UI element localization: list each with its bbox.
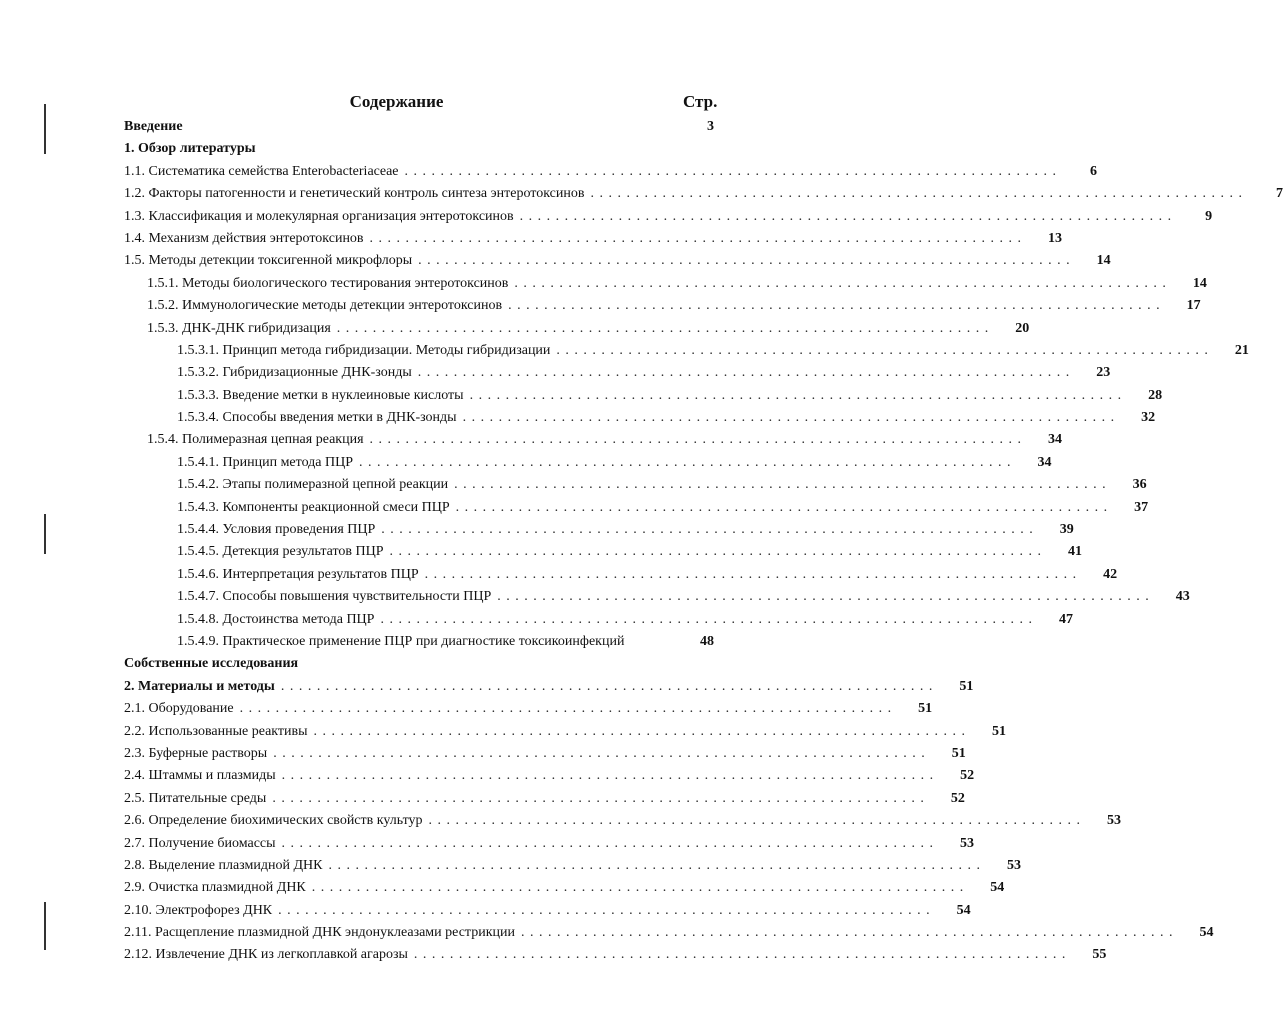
- toc-entry-title: 2.5. Питательные среды: [124, 790, 267, 806]
- toc-entry: [124, 497, 1149, 519]
- toc-entry: [124, 362, 1111, 384]
- toc-leader-dots: . . . . . . . . . . . . . . . . . . . . . . . . . . . . . . . . . . . . . . . . . . . . . . . . . . . . . . . . . . . . . . . . . . . . . . . . .: [380, 611, 1033, 627]
- toc-entry: [124, 183, 1283, 205]
- toc-page-number: 42: [1103, 566, 1118, 582]
- toc-leader-dots: . . . . . . . . . . . . . . . . . . . . . . . . . . . . . . . . . . . . . . . . . . . . . . . . . . . . . . . . . . . . . . . . . . . . . . . . .: [281, 835, 935, 851]
- toc-leader-dots: . . . . . . . . . . . . . . . . . . . . . . . . . . . . . . . . . . . . . . . . . . . . . . . . . . . . . . . . . . . . . . . . . . . . . . . . .: [389, 544, 1043, 560]
- toc-leader-dots: . . . . . . . . . . . . . . . . . . . . . . . . . . . . . . . . . . . . . . . . . . . . . . . . . . . . . . . . . . . . . . . . . . . . . . . . .: [381, 522, 1034, 538]
- toc-entry-title: 1.1. Систематика семейства Enterobacteriaceae: [124, 163, 399, 179]
- toc-leader-dots: . . . . . . . . . . . . . . . . . . . . . . . . . . . . . . . . . . . . . . . . . . . . . . . . . . . . . . . . . . . . . . . . . . . . . . . . .: [311, 880, 965, 896]
- toc-entry: [124, 273, 1207, 295]
- toc-entry: [124, 340, 1249, 362]
- toc-leader-dots: . . . . . . . . . . . . . . . . . . . . . . . . . . . . . . . . . . . . . . . . . . . . . . . . . . . . . . . . . . . . . . . . . . . . . . . . .: [590, 186, 1243, 202]
- toc-page-number: 6: [1090, 163, 1098, 179]
- toc-entry: [124, 676, 974, 698]
- toc-entry: [124, 922, 1214, 944]
- toc-page-number: 32: [1141, 410, 1156, 426]
- toc-page-number: 20: [1015, 320, 1030, 336]
- toc-entry-title: 2. Материалы и методы: [124, 678, 275, 694]
- toc-leader-dots: . . . . . . . . . . . . . . . . . . . . . . . . . . . . . . . . . . . . . . . . . . . . . . . . . . . . . . . . . . . . . . . . . . . . . . . . .: [428, 813, 1082, 829]
- toc-leader-dots: . . . . . . . . . . . . . . . . . . . . . . . . . . . . . . . . . . . . . . . . . . . . . . . . . . . . . . . . . . . . . . . . . . . . . . . . .: [497, 589, 1150, 605]
- toc-page-number: 41: [1068, 544, 1083, 560]
- toc-entry-title: 2.10. Электрофорез ДНК: [124, 902, 273, 918]
- toc-entry-title: 1.5.4.6. Интерпретация результатов ПЦР: [177, 566, 419, 582]
- toc-entry-title: 1.4. Механизм действия энтеротоксинов: [124, 230, 364, 246]
- toc-leader-dots: . . . . . . . . . . . . . . . . . . . . . . . . . . . . . . . . . . . . . . . . . . . . . . . . . . . . . . . . . . . . . . . . . . . . . . . . .: [369, 230, 1023, 246]
- toc-entry: [124, 855, 1021, 877]
- toc-entry-title: 2.8. Выделение плазмидной ДНК: [124, 857, 323, 873]
- toc-entry-title: 1.5.4.5. Детекция результатов ПЦР: [177, 544, 384, 560]
- toc-leader-dots: . . . . . . . . . . . . . . . . . . . . . . . . . . . . . . . . . . . . . . . . . . . . . . . . . . . . . . . . . . . . . . . . . . . . . . . . .: [281, 768, 935, 784]
- toc-entry: [124, 541, 1083, 563]
- toc-leader-dots: . . . . . . . . . . . . . . . . . . . . . . . . . . . . . . . . . . . . . . . . . . . . . . . . . . . . . . . . . . . . . . . . . . . . . . . . .: [424, 566, 1078, 582]
- toc-page-number: 48: [700, 633, 714, 649]
- toc-entry-title: 2.9. Очистка плазмидной ДНК: [124, 880, 306, 896]
- toc-entry-title: 2.12. Извлечение ДНК из легкоплавкой агарозы: [124, 947, 408, 963]
- toc-entry-title: 1. Обзор литературы: [124, 141, 256, 157]
- toc-page-number: 21: [1234, 342, 1249, 358]
- toc-entry-title: 1.5.3.3. Введение метки в нуклеиновые кислоты: [177, 387, 464, 403]
- toc-leader-dots: . . . . . . . . . . . . . . . . . . . . . . . . . . . . . . . . . . . . . . . . . . . . . . . . . . . . . . . . . . . . . . . . . . . . . . . . .: [313, 723, 967, 739]
- toc-entry-title: 1.5.4. Полимеразная цепная реакция: [147, 432, 364, 448]
- toc-page-number: 34: [1048, 432, 1063, 448]
- toc-entry: [124, 385, 1163, 407]
- toc-entry: [124, 743, 966, 765]
- toc-page-number: 13: [1048, 230, 1063, 246]
- toc-entry-title: 1.5.4.7. Способы повышения чувствительности ПЦР: [177, 589, 492, 605]
- toc-entry: [124, 116, 714, 138]
- toc-leader-dots: . . . . . . . . . . . . . . . . . . . . . . . . . . . . . . . . . . . . . . . . . . . . . . . . . . . . . . . . . . . . . . . . . . . . . . . . .: [328, 857, 981, 873]
- toc-entry: [124, 206, 1213, 228]
- page-title: Содержание: [349, 92, 444, 111]
- toc-entry: [124, 519, 1074, 541]
- toc-page-number: 55: [1092, 947, 1107, 963]
- toc-entry: [124, 429, 1063, 451]
- toc-page-number: 14: [1192, 275, 1207, 291]
- toc-page-number: 3: [707, 119, 714, 134]
- toc-page-number: 51: [918, 701, 933, 717]
- toc-entry: [124, 474, 1147, 496]
- toc-page-number: 9: [1205, 208, 1213, 224]
- toc-leader-dots: . . . . . . . . . . . . . . . . . . . . . . . . . . . . . . . . . . . . . . . . . . . . . . . . . . . . . . . . . . . . . . . . . . . . . . . . .: [369, 432, 1023, 448]
- toc-entry: [124, 564, 1118, 586]
- toc-page-number: 34: [1037, 454, 1052, 470]
- toc-entry-title: 2.11. Расщепление плазмидной ДНК эндонуклеазами рестрикции: [124, 925, 515, 941]
- page-column-label: Стр.: [683, 92, 718, 111]
- toc-entry: [124, 653, 714, 675]
- toc-page-number: 14: [1096, 253, 1111, 269]
- toc-entry: [124, 295, 1201, 317]
- toc-entry: [124, 698, 933, 720]
- toc-entry-title: 2.7. Получение биомассы: [124, 835, 276, 851]
- toc-page-number: 36: [1132, 477, 1147, 493]
- toc-entry: [124, 138, 714, 160]
- toc-entry: [124, 228, 1063, 250]
- toc-leader-dots: . . . . . . . . . . . . . . . . . . . . . . . . . . . . . . . . . . . . . . . . . . . . . . . . . . . . . . . . . . . . . . . . . . . . . . . . .: [519, 208, 1173, 224]
- toc-page-number: 54: [1199, 925, 1214, 941]
- toc-entry-title: 1.5.4.2. Этапы полимеразной цепной реакции: [177, 477, 449, 493]
- toc-page-number: 53: [1006, 857, 1021, 873]
- toc-leader-dots: . . . . . . . . . . . . . . . . . . . . . . . . . . . . . . . . . . . . . . . . . . . . . . . . . . . . . . . . . . . . . . . . . . . . . . . . .: [417, 365, 1071, 381]
- toc-leader-dots: . . . . . . . . . . . . . . . . . . . . . . . . . . . . . . . . . . . . . . . . . . . . . . . . . . . . . . . . . . . . . . . . . . . . . . . . .: [514, 275, 1167, 291]
- toc-entry-title: 1.5.4.8. Достоинства метода ПЦР: [177, 611, 375, 627]
- toc-entry-title: 2.4. Штаммы и плазмиды: [124, 768, 276, 784]
- toc-page-number: 39: [1059, 522, 1074, 538]
- toc-entry: [124, 609, 1073, 631]
- toc-page-number: 17: [1186, 298, 1201, 314]
- toc-entry-title: 1.5.1. Методы биологического тестирования энтеротоксинов: [147, 275, 509, 291]
- toc-page-number: 7: [1275, 186, 1283, 202]
- toc-entry: [124, 877, 1005, 899]
- toc-entry-title: 1.5.3.2. Гибридизационные ДНК-зонды: [177, 365, 412, 381]
- toc-page-number: 51: [959, 678, 974, 694]
- toc-entry-title: 1.5.3.1. Принцип метода гибридизации. Методы гибридизации: [177, 342, 551, 358]
- toc-entry-title: 1.5.3.4. Способы введения метки в ДНК-зонды: [177, 410, 457, 426]
- toc-leader-dots: . . . . . . . . . . . . . . . . . . . . . . . . . . . . . . . . . . . . . . . . . . . . . . . . . . . . . . . . . . . . . . . . . . . . . . . . .: [418, 253, 1071, 269]
- toc-entry-title: 2.3. Буферные растворы: [124, 745, 268, 761]
- toc-entry: [124, 788, 965, 810]
- toc-leader-dots: . . . . . . . . . . . . . . . . . . . . . . . . . . . . . . . . . . . . . . . . . . . . . . . . . . . . . . . . . . . . . . . . . . . . . . . . .: [462, 410, 1116, 426]
- toc-page-number: 28: [1148, 387, 1163, 403]
- toc-page-number: 53: [1107, 813, 1122, 829]
- toc-entry: [124, 721, 1007, 743]
- table-of-contents: [124, 116, 1283, 967]
- toc-entry: [124, 586, 1190, 608]
- toc-entry-title: Введение: [124, 119, 183, 134]
- toc-page-number: 51: [992, 723, 1007, 739]
- toc-leader-dots: . . . . . . . . . . . . . . . . . . . . . . . . . . . . . . . . . . . . . . . . . . . . . . . . . . . . . . . . . . . . . . . . . . . . . . . . .: [508, 298, 1161, 314]
- toc-entry: [124, 452, 1052, 474]
- toc-page-number: 54: [956, 902, 971, 918]
- toc-entry-title: 2.2. Использованные реактивы: [124, 723, 308, 739]
- toc-leader-dots: . . . . . . . . . . . . . . . . . . . . . . . . . . . . . . . . . . . . . . . . . . . . . . . . . . . . . . . . . . . . . . . . . . . . . . . . .: [469, 387, 1123, 403]
- toc-entry: [124, 250, 1111, 272]
- toc-leader-dots: . . . . . . . . . . . . . . . . . . . . . . . . . . . . . . . . . . . . . . . . . . . . . . . . . . . . . . . . . . . . . . . . . . . . . . . . .: [454, 477, 1107, 493]
- toc-entry-title: 1.3. Классификация и молекулярная организация энтеротоксинов: [124, 208, 514, 224]
- toc-page-number: 43: [1175, 589, 1190, 605]
- toc-entry-title: 1.5.2. Иммунологические методы детекции энтеротоксинов: [147, 298, 503, 314]
- toc-leader-dots: . . . . . . . . . . . . . . . . . . . . . . . . . . . . . . . . . . . . . . . . . . . . . . . . . . . . . . . . . . . . . . . . . . . . . . . . .: [359, 454, 1012, 470]
- toc-page-number: 37: [1134, 499, 1149, 515]
- toc-leader-dots: . . . . . . . . . . . . . . . . . . . . . . . . . . . . . . . . . . . . . . . . . . . . . . . . . . . . . . . . . . . . . . . . . . . . . . . . .: [278, 902, 931, 918]
- toc-entry-title: 2.6. Определение биохимических свойств культур: [124, 813, 423, 829]
- toc-page-number: 54: [990, 880, 1005, 896]
- toc-entry: [124, 833, 975, 855]
- binder-hole-mark-bottom: [44, 902, 46, 950]
- toc-entry: [124, 900, 971, 922]
- toc-page-number: 53: [960, 835, 975, 851]
- toc-leader-dots: . . . . . . . . . . . . . . . . . . . . . . . . . . . . . . . . . . . . . . . . . . . . . . . . . . . . . . . . . . . . . . . . . . . . . . . . .: [273, 745, 926, 761]
- toc-entry: [124, 407, 1156, 429]
- toc-leader-dots: . . . . . . . . . . . . . . . . . . . . . . . . . . . . . . . . . . . . . . . . . . . . . . . . . . . . . . . . . . . . . . . . . . . . . . . . .: [239, 701, 893, 717]
- toc-entry: [124, 631, 714, 653]
- toc-entry: [124, 765, 975, 787]
- toc-leader-dots: . . . . . . . . . . . . . . . . . . . . . . . . . . . . . . . . . . . . . . . . . . . . . . . . . . . . . . . . . . . . . . . . . . . . . . . . .: [336, 320, 990, 336]
- toc-leader-dots: . . . . . . . . . . . . . . . . . . . . . . . . . . . . . . . . . . . . . . . . . . . . . . . . . . . . . . . . . . . . . . . . . . . . . . . . .: [521, 925, 1174, 941]
- toc-entry: [124, 944, 1107, 966]
- binder-hole-mark-middle: [44, 514, 46, 554]
- toc-leader-dots: . . . . . . . . . . . . . . . . . . . . . . . . . . . . . . . . . . . . . . . . . . . . . . . . . . . . . . . . . . . . . . . . . . . . . . . . .: [272, 790, 925, 806]
- toc-entry-title: Собственные исследования: [124, 656, 299, 672]
- toc-page-number: 52: [960, 768, 975, 784]
- toc-leader-dots: . . . . . . . . . . . . . . . . . . . . . . . . . . . . . . . . . . . . . . . . . . . . . . . . . . . . . . . . . . . . . . . . . . . . . . . . .: [556, 342, 1209, 358]
- toc-entry-title: 1.5.3. ДНК-ДНК гибридизация: [147, 320, 331, 336]
- toc-page-number: 51: [951, 745, 966, 761]
- toc-leader-dots: . . . . . . . . . . . . . . . . . . . . . . . . . . . . . . . . . . . . . . . . . . . . . . . . . . . . . . . . . . . . . . . . . . . . . . . . .: [413, 947, 1067, 963]
- toc-page-number: 52: [950, 790, 965, 806]
- toc-entry: [124, 318, 1030, 340]
- toc-entry-title: 1.5.4.9. Практическое применение ПЦР при диагностике токсикоинфекций: [177, 633, 625, 649]
- toc-entry: [124, 810, 1122, 832]
- toc-entry-title: 1.5.4.3. Компоненты реакционной смеси ПЦР: [177, 499, 450, 515]
- toc-entry-title: 1.5.4.4. Условия проведения ПЦР: [177, 522, 376, 538]
- toc-leader-dots: . . . . . . . . . . . . . . . . . . . . . . . . . . . . . . . . . . . . . . . . . . . . . . . . . . . . . . . . . . . . . . . . . . . . . . . . .: [280, 678, 934, 694]
- toc-entry-title: 1.5.4.1. Принцип метода ПЦР: [177, 454, 354, 470]
- toc-entry: [124, 161, 1098, 183]
- toc-page-number: 47: [1058, 611, 1073, 627]
- toc-leader-dots: . . . . . . . . . . . . . . . . . . . . . . . . . . . . . . . . . . . . . . . . . . . . . . . . . . . . . . . . . . . . . . . . . . . . . . . . .: [455, 499, 1109, 515]
- toc-entry-title: 1.2. Факторы патогенности и генетический контроль синтеза энтеротоксинов: [124, 186, 585, 202]
- toc-entry-title: 1.5. Методы детекции токсигенной микрофлоры: [124, 253, 413, 269]
- binder-hole-mark-top: [44, 104, 46, 154]
- toc-page-number: 23: [1096, 365, 1111, 381]
- toc-leader-dots: . . . . . . . . . . . . . . . . . . . . . . . . . . . . . . . . . . . . . . . . . . . . . . . . . . . . . . . . . . . . . . . . . . . . . . . . .: [404, 163, 1058, 179]
- toc-entry-title: 2.1. Оборудование: [124, 701, 234, 717]
